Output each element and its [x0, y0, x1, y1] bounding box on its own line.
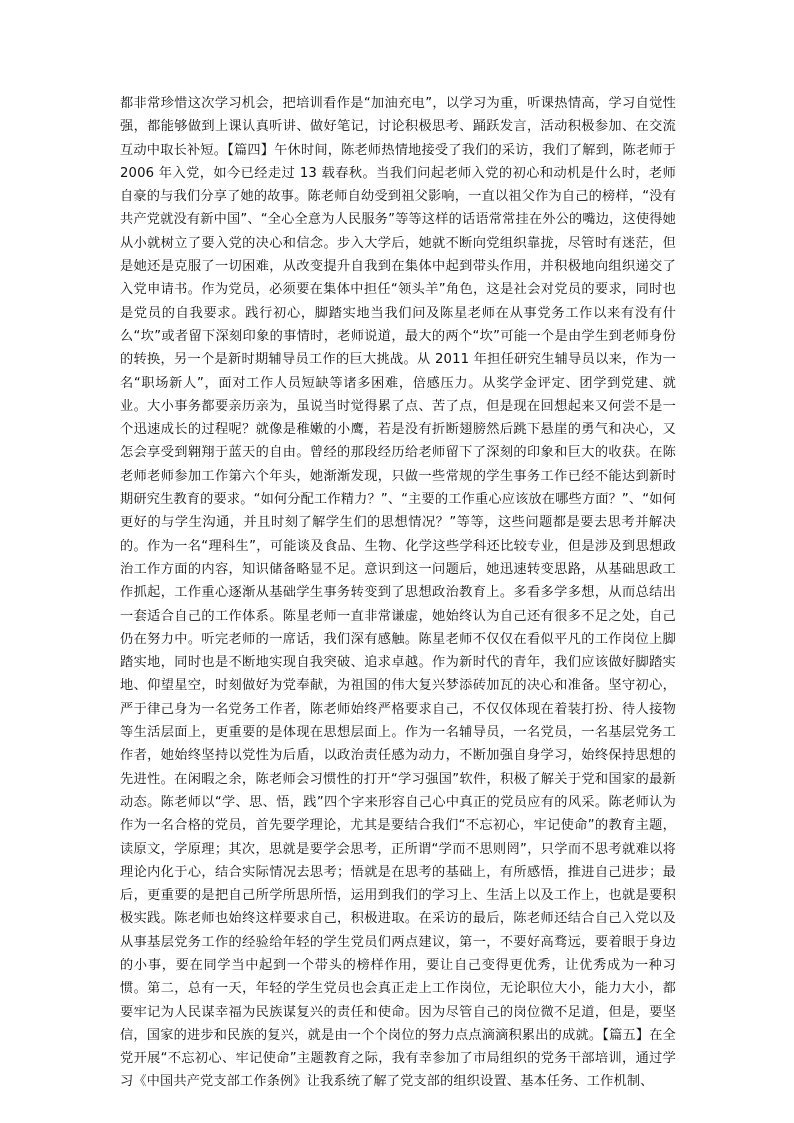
body-text-block	[120, 92, 676, 1094]
body-paragraph: 都非常珍惜这次学习机会，把培训看作是“加油充电”，以学习为重，听课热情高，学习自觉性强，都能够做到上课认真听讲、做好笔记，讨论积极思考、踊跃发言，活动积极参加、在交流互动中取长补短。【篇四】午休时间，陈老师热情地接受了我们的采访，我们了解到，陈老师于 2006 年入党，如今已经走过 13 载春秋。当我们问起老师入党的初心和动机是什么时，老师自豪的与我们分享了她的故事。陈老师自幼受到祖父影响，一直以祖父作为自己的榜样，“没有共产党就没有新中国”、“全心全意为人民服务”等等这样的话语常常挂在外公的嘴边，这使得她从小就树立了要入党的决心和信念。步入大学后，她就不断向党组织靠拢，尽管时有迷茫，但是她还是克服了一切困难，从改变提升自我到在集体中起到带头作用，并积极地向组织递交了入党申请书。作为党员，必须要在集体中担任“领头羊”角色，这是社会对党员的要求，同时也是党员的自我要求。践行初心，脚踏实地当我们问及陈星老师在从事党务工作以来有没有什么“坎”或者留下深刻印象的事情时，老师说道，最大的两个“坎”可能一个是由学生到老师身份的转换，另一个是新时期辅导员工作的巨大挑战。从 2011 年担任研究生辅导员以来，作为一名“职场新人”，面对工作人员短缺等诸多困难，倍感压力。从奖学金评定、团学到党建、就业。大小事务都要亲历亲为，虽说当时觉得累了点、苦了点，但是现在回想起来又何尝不是一个迅速成长的过程呢？就像是稚嫩的小鹰，若是没有折断翅膀然后跳下悬崖的勇气和决心，又怎会享受到翱翔于蓝天的自由。曾经的那段经历给老师留下了深刻的印象和巨大的收获。在陈老师老师参加工作第六个年头，她渐渐发现，只做一些常规的学生事务工作已经不能达到新时期研究生教育的要求。“如何分配工作精力？”、“主要的工作重心应该放在哪些方面？”、“如何更好的与学生沟通，并且时刻了解学生们的思想情况？”等等，这些问题都是要去思考并解决的。作为一名“理科生”，可能谈及食品、生物、化学这些学科还比较专业，但是涉及到思想政治工作方面的内容，知识储备略显不足。意识到这一问题后，她迅速转变思路，从基础思政工作抓起，工作重心逐渐从基础学生事务转变到了思想政治教育上。多看多学多想，从而总结出一套适合自己的工作体系。陈星老师一直非常谦虚，她始终认为自己还有很多不足之处，自己仍在努力中。听完老师的一席话，我们深有感触。陈星老师不仅仅在看似平凡的工作岗位上脚踏实地，同时也是不断地实现自我突破、追求卓越。作为新时代的青年，我们应该做好脚踏实地、仰望星空，时刻做好为党奉献，为祖国的伟大复兴梦添砖加瓦的决心和准备。坚守初心，严于律己身为一名党务工作者，陈老师始终严格要求自己，不仅仅体现在着装打扮、待人接物等生活层面上，更重要的是体现在思想层面上。作为一名辅导员，一名党员，一名基层党务工作者，她始终坚持以党性为后盾，以政治责任感为动力，不断加强自身学习，始终保持思想的先进性。在闲暇之余，陈老师会习惯性的打开“学习强国”软件，积极了解关于党和国家的最新动态。陈老师以“学、思、悟，践”四个字来形容自己心中真正的党员应有的风采。陈老师认为作为一名合格的党员，首先要学理论，尤其是要结合我们“不忘初心，牢记使命”的教育主题，读原文，学原理；其次，思就是要学会思考，正所谓“学而不思则罔”，只学而不思考就难以将理论内化于心，结合实际情况去思考；悟就是在思考的基础上，有所感悟，推进自己进步；最后，更重要的是把自己所学所思所悟，运用到我们的学习上、生活上以及工作上，也就是要积极实践。陈老师也始终这样要求自己，积极进取。在采访的最后，陈老师还结合自己入党以及从事基层党务工作的经验给年轻的学生党员们两点建议，第一，不要好高骛远，要着眼于身边的小事，要在同学当中起到一个带头的榜样作用，要让自己变得更优秀，让优秀成为一种习惯。第二，总有一天，年轻的学生党员也会真正走上工作岗位，无论职位大小，能力大小，都要牢记为人民谋幸福为民族谋复兴的责任和使命。因为尽管自己的岗位微不足道，但是，要坚信，国家的进步和民族的复兴，就是由一个个岗位的努力点点滴滴积累出的成就。【篇五】在全党开展“不忘初心、牢记使命”主题教育之际，我有幸参加了市局组织的党务干部培训，通过学习《中国共产党支部工作条例》让我系统了解了党支部的组织设置、基本任务、工作机制、	[120, 96, 676, 1090]
